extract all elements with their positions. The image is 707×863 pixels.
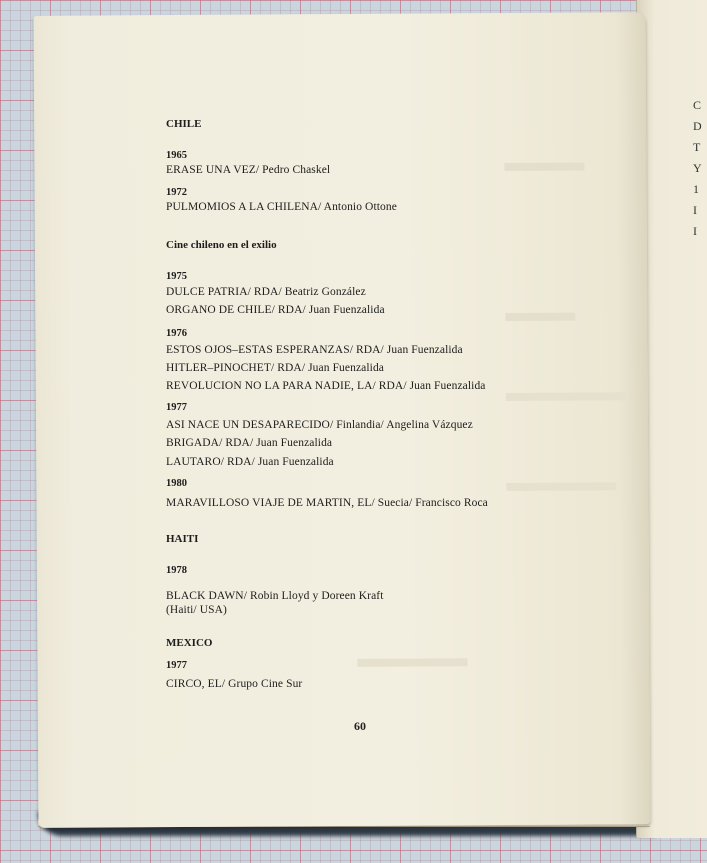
page-number: 60 xyxy=(354,719,366,733)
next-page-letter: I xyxy=(693,224,697,238)
year-label: 1978 xyxy=(166,565,187,576)
section-heading-mexico: MEXICO xyxy=(166,637,213,649)
film-entry: ESTOS OJOS–ESTAS ESPERANZAS/ RDA/ Juan Fuenzalida xyxy=(166,344,463,356)
year-label: 1976 xyxy=(166,328,187,339)
show-through xyxy=(357,658,467,667)
film-entry: LAUTARO/ RDA/ Juan Fuenzalida xyxy=(166,456,334,468)
year-label: 1977 xyxy=(166,660,187,671)
next-page-letter: Y xyxy=(693,161,702,175)
film-entry: PULMOMIOS A LA CHILENA/ Antonio Ottone xyxy=(166,201,397,213)
film-entry: ASI NACE UN DESAPARECIDO/ Finlandia/ Angelina Vázquez xyxy=(166,419,473,431)
next-page-letter: 1 xyxy=(693,182,699,196)
film-entry: ORGANO DE CHILE/ RDA/ Juan Fuenzalida xyxy=(166,304,385,316)
year-label: 1975 xyxy=(166,271,187,282)
film-entry: (Haiti/ USA) xyxy=(166,604,227,616)
film-entry: REVOLUCION NO LA PARA NADIE, LA/ RDA/ Juan Fuenzalida xyxy=(166,380,486,392)
show-through xyxy=(506,482,616,491)
section-heading-exilio: Cine chileno en el exilio xyxy=(166,239,277,251)
film-entry: MARAVILLOSO VIAJE DE MARTIN, EL/ Suecia/ Francisco Roca xyxy=(166,497,488,509)
next-page-letter: C xyxy=(693,98,702,112)
next-page-letter: D xyxy=(693,119,702,133)
section-heading-chile: CHILE xyxy=(166,118,202,130)
show-through xyxy=(506,392,626,401)
film-entry: ERASE UNA VEZ/ Pedro Chaskel xyxy=(166,164,331,176)
film-entry: CIRCO, EL/ Grupo Cine Sur xyxy=(166,678,303,690)
film-entry: BRIGADA/ RDA/ Juan Fuenzalida xyxy=(166,437,333,449)
next-page-letter: T xyxy=(693,140,701,154)
year-label: 1977 xyxy=(166,402,187,413)
show-through xyxy=(505,313,575,321)
year-label: 1972 xyxy=(166,187,187,198)
section-heading-haiti: HAITI xyxy=(166,533,199,545)
next-page-letter: I xyxy=(693,203,697,217)
year-label: 1980 xyxy=(166,478,187,489)
next-page-letters xyxy=(693,98,702,245)
film-entry: HITLER–PINOCHET/ RDA/ Juan Fuenzalida xyxy=(166,362,385,374)
show-through xyxy=(504,163,584,171)
year-label: 1965 xyxy=(166,150,187,161)
film-entry: DULCE PATRIA/ RDA/ Beatriz González xyxy=(166,286,366,298)
film-entry: BLACK DAWN/ Robin Lloyd y Doreen Kraft xyxy=(166,590,384,602)
